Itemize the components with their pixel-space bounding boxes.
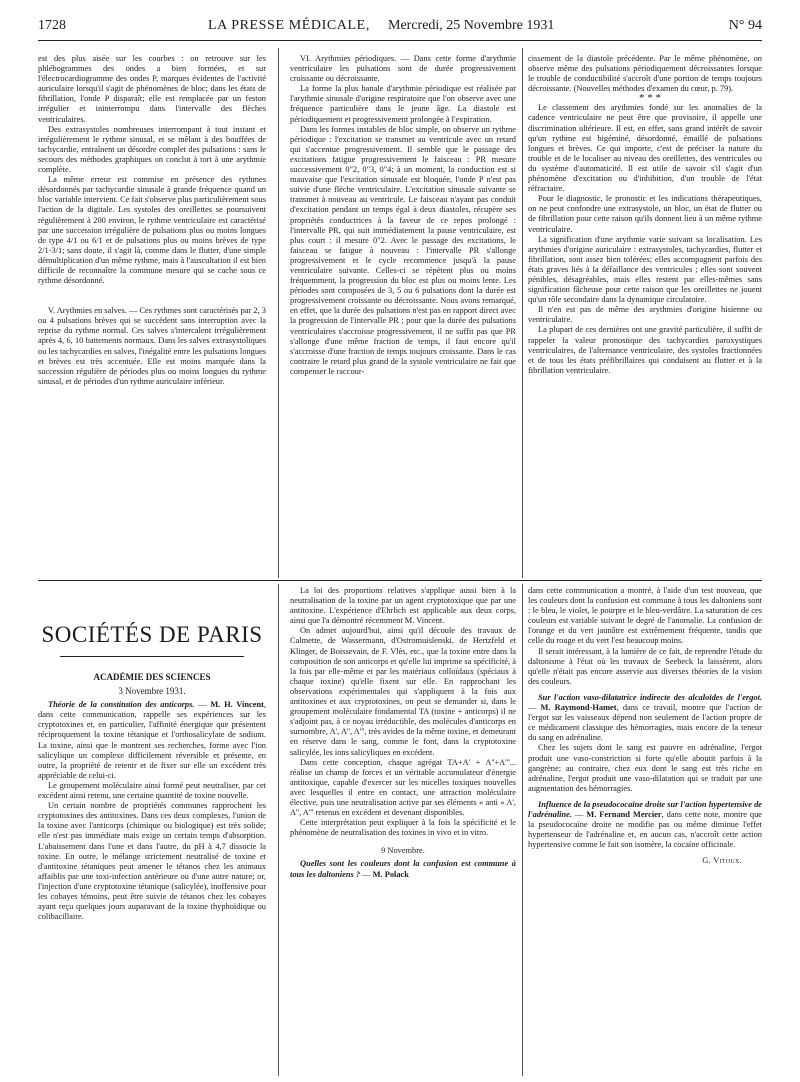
article-author: M. H. Vincent <box>210 700 264 710</box>
society-column-2: La loi des proportions relatives s'applique aussi bien à la neutralisation de la toxine par un agent cryptotoxique que par une antitoxine. L'expérience d'Ehrlich est applicable aux deux corps, ainsi que l'a démontré récemment M. Vincent. On admet aujourd'hui, ainsi qu'il découle des travaux de Calmette, de Wassermann, d'Ostromuislenski, de Hertzfeld et Klinger, de Boissevain, de F. Vlès, etc., que la toxine entre dans la composition de son anticorps et qu'elle lui imprime sa spécificité, à la fois par elle-même et par les matériaux colloïdaux (spéciaux à chaque toxine) qu'elle fixent sur elle. En rapprochant les observations expérimentales qui s'appliquent à la fois aux antitoxines et aux cryptotoxines, on peut se demander si, dans le groupement moléculaire fondamental TA (toxine + anticorps) il ne s'adjoint pas, à ce noyau irréductible, des molécules d'anticorps en surnombre, A', A'', A''', très avides de la même toxine, et demeurant en réserve dans le sang, comme le font, dans la cryptotoxine salicylée, les ions salicyliques en excédent. Dans cette conception, chaque agrégat TA+A' + A''+A'''... réalise un champ de forces et un véritable accumulateur d'énergie antitoxique, capable d'exercer sur les micelles toxiques nouvelles avec lesquelles il entre en contact, une attraction moléculaire élective, puis une neutralisation active par ses éléments « anti » A', A'', A''' retenus en excédent et devenant disponibles. Cette interprétation peut expliquer à la fois la spécificité et le phénomène de neutralisation des toxines in vivo et in vitro. 9 Novembre. Quelles sont les couleurs dont la confusion est commune à tous les daltoniens ? — M. Polack <box>290 586 516 879</box>
article-title: Influence de la pseudococaïne droite sur l'action hypertensive de l'adrénaline. <box>528 799 762 819</box>
paragraph: Un certain nombre de propriétés communes rapprochent les cryptotoxines des antitoxines. Dans ces deux complexes, l'union de la toxine avec l'anticorps (chimique ou biologique) est très solide; elle n'est pas immédiate mais exige un certain temps d'absorption. L'abaissement dans l'une et dans l'autre, du pH à 4,7 dissocie la toxine. En outre, le mélange strictement neutralisé de toxine et d'antitoxine tétaniques peut amener le tétanos chez les animaux affaiblis par une toxi-infection antérieure ou d'une autre nature; or, l'injection d'une cryptotoxine tétanique (salicylée), inoffensive pour les cobayes témoins, peut être suivie de tétanos chez les cobayes ayant reçu quelques jours auparavant de la toxine thyphoïdique ou colibacillaire. <box>38 801 266 922</box>
article-column-1 <box>38 54 266 398</box>
paragraph: dans cette note, montre que la pseudococaïne droite ne modifie pas ou même diminue l'effet hypertenseur de l'adrénaline et, en aucun cas, n'accroît cette action hypertensive comme le fait son isomère, la cocaïne officinale. <box>528 809 762 850</box>
society-column-3: dans cette communication a montré, à l'aide d'un test nouveau, que les couleurs dont la confusion est commune à tous les daltoniens sont : le bleu, le violet, le pourpre et le bleu-verdâtre. La saturation de ces couleurs est variable suivant le degré de l'anomalie. La confusion de l'orange et du vert jaunâtre est extrêmement fréquente, tandis que celle du rouge et du vert l'est beaucoup moins. Il serait intéressant, à la lumière de ce fait, de reprendre l'étude du daltonisme à l'état où les travaux de Seebeck la laissèrent, alors qu'elle n'était pas encore asservie aux diverses théories de la vision des couleurs. Sur l'action vaso-dilatatrice indirecte des alcaloïdes de l'ergot. — M. Raymond-Hamet, dans ce travail, montre que l'action de l'ergot sur les vaisseaux dépend non seulement de l'action propre de ce médicament classique des hémorragies, mais encore de la teneur du sang en adrénaline. Chez les sujets dont le sang est pauvre en adrénaline, l'ergot produit une vaso-constriction si forte qu'elle aboutit parfois à la gangrène; au contraire, chez eux dont le sang est très riche en adrénaline, l'ergot produit une vaso-dilatation qui se traduit par une augmentation des hémorragies. Influence de la pseudococaïne droite sur l'action hypertensive de l'adrénaline. — M. Fernand Mercier, dans cette note, montre que la pseudococaïne droite ne modifie pas ou même diminue l'effet hypertenseur de l'adrénaline et, en aucun cas, n'accroît cette action hypertensive comme le fait son isomère, la cocaïne officinale. G. Vitoux. <box>528 586 762 866</box>
paragraph: Le groupement moléculaire ainsi formé peut neutraliser, par cet excédent ainsi retenu, une certaine quantité de toxine nouvelle. <box>38 780 266 801</box>
paragraph: Pour le diagnostic, le pronostic et les indications thérapeutiques, on ne peut confondre une extrasystole, un bloc, un état de flutter ou de fibrillation pour cette raison qu'ils donnent lieu à un même rythme ventriculaire. <box>528 194 762 234</box>
paragraph: Des extrasystoles nombreuses interrompant à tout instant et irrégulièrement le rythme sinusal, et se mêlant à des bouffées de tachycardie, entraînent un désordre complet des pulsations : sans le secours des méthodes graphiques on conclut à tort à une arythmie complète. <box>38 124 266 175</box>
paragraph: Dans les formes instables de bloc simple, on observe un rythme périodique : l'excitation se transmet au ventricule avec un retard qui s'accentue progressivement. Il semble que le passage des excitations fatigue progressivement le faisceau : PR mesure successivement 0"2, 0"3, 0"4; à un moment, la conduction est si mauvaise que l'excitation sinusale est bloquée, l'onde P n'est pas suivie d'une flèche ventriculaire. L'excitation sinusale suivante se transmet à nouveau au ventricule. Le faisceau n'ayant pas conduit d'excitation pendant un temps égal à deux diastoles, récupère ses propriétés conductrices à la faveur de ce repos prolongé : l'intervalle PR, qui suit immédiatement la pause ventriculaire, est plus court : il mesure 0"2. Avec le passage des excitations, le faisceau se fatigue à nouveau : l'intervalle PR s'allonge progressivement et le cycle recommence jusqu'à la pause ventriculaire suivante. Celles-ci se répètent plus ou moins fréquemment, la progression du bloc est plus ou moins lente. Les périodes sont composées de 3, 5 ou 6 pulsations dont la durée est progressivement croissante ou décroissante. Nous avons remarqué, en effet, que la durée des pulsations n'est pas en rapport direct avec la progression de l'intervalle PR ; pour que la durée des pulsations ventriculaires s'accroisse progressivement, il ne suffit pas que PR s'allonge d'une même fraction de temps, il faut encore qu'il s'accroisse d'une fraction de temps toujours croissante. Dans le cas contraire le retard plus grand de la systole ventriculaire ne fait que compenser le raccour- <box>290 124 516 376</box>
column-rule <box>522 48 523 578</box>
paragraph: dans cette communication a montré, à l'aide d'un test nouveau, que les couleurs dont la confusion est commune à tous les daltoniens sont : le bleu, le violet, le pourpre et le bleu-verdâtre. La saturation de ces couleurs est variable suivant le degré de l'anomalie. La confusion de l'orange et du vert jaunâtre est extrêmement fréquente, tandis que celle du rouge et du vert l'est beaucoup moins. <box>528 586 762 646</box>
paragraph: La plupart de ces dernières ont une gravité particulière, il suffit de rappeler la valeur pronostique des tachycardies paroxystiques ventriculaires, de l'alternance ventriculaire, des systoles fractionnées et de tous les états préfibrillaires qui conduisent au flutter et à la fibrillation ventriculaire. <box>528 325 762 375</box>
column-rule <box>278 48 279 578</box>
paragraph: La loi des proportions relatives s'applique aussi bien à la neutralisation de la toxine par un agent cryptotoxique que par une antitoxine. L'expérience d'Ehrlich est applicable aux deux corps, ainsi que l'a démontré récemment M. Vincent. <box>290 586 516 626</box>
signature: G. Vitoux. <box>702 856 742 866</box>
session-date: 9 Novembre. <box>381 846 425 856</box>
title-rule <box>60 656 244 657</box>
article-author: M. Polack <box>372 869 409 879</box>
paragraph: dans ce travail, montre que l'action de l'ergot sur les vaisseaux dépend non seulement de l'action propre de ce médicament classique des hémorragies, mais encore de la teneur du sang en adrénaline. <box>528 703 762 743</box>
academy-heading: ACADÉMIE DES SCIENCES <box>93 672 211 682</box>
paragraph: La signification d'une arythmie varie suivant sa localisation. Les arythmies d'origine auriculaire : extrasystoles, tachycardies, flutter et fibrillation, sont assez bien tolérées; elles accompagnent parfois des états graves liés à la défaillance des ventricules ; elles sont souvent pénibles, désagréables, mais elles restent par elles-mêmes sans signification fâcheuse pour cette raison que les oreillettes ne jouent qu'un rôle secondaire dans la dynamique circulatoire. <box>528 234 762 305</box>
paragraph: cissement de la diastole précédente. Par le même phénomène, on observe même des pulsations périodiquement décroissantes lorsque le trouble de conductibilité s'accroît d'une portion de temps toujours décroissante. (Nouvelles méthodes d'examen du cœur, p. 79). <box>528 54 762 94</box>
paragraph: On admet aujourd'hui, ainsi qu'il découle des travaux de Calmette, de Wassermann, d'Ostromuislenski, de Hertzfeld et Klinger, de Boissevain, de F. Vlès, etc., que la toxine entre dans la composition de son anticorps et qu'elle lui imprime sa spécificité, à la fois par elle-même et par les matériaux colloïdaux (spéciaux à chaque toxine) qu'elle fixent sur elle. En rapprochant les observations expérimentales qui s'appliquent à la fois aux antitoxines et aux cryptotoxines, on peut se demander si, dans le groupement moléculaire fondamental TA (toxine + anticorps) il ne s'adjoint pas, à ce noyau irréductible, des molécules d'anticorps en surnombre, A', A'', A''', très avides de la même toxine, et demeurant en réserve dans le sang, comme le font, dans la cryptotoxine salicylée, les ions salicyliques en excédent. <box>290 626 516 757</box>
section-title: SOCIÉTÉS DE PARIS <box>41 622 263 647</box>
article-author: M. Raymond-Hamet <box>540 703 617 713</box>
paragraph: VI. Arythmies périodiques. — Dans cette forme d'arythmie ventriculaire les pulsations sont de durée progressivement croissante ou décroissante. <box>290 54 516 84</box>
article-column-2 <box>290 54 516 574</box>
paragraph: dans cette communication, rappelle ses expériences sur les cryptotoxines et, en particulier, l'affinité énergique que présentent réciproquement la toxine tétanique et l'orthosalicylate de sodium. La toxine, ainsi que le montrent ses recherches, forme avec l'ion salicylique un complexe difficilement réversible et présente, en outre, la propriété de retenir et de fixer sur elle un excédent très appréciable de celui-ci. <box>38 710 266 780</box>
paragraph: Il serait intéressant, à la lumière de ce fait, de reprendre l'étude du daltonisme à l'état où les travaux de Seebeck la laissèrent, alors qu'elle n'était pas encore asservie aux diverses théories de la vision des couleurs. <box>528 646 762 686</box>
separator-stars: * * * <box>639 92 661 105</box>
paragraph: Il n'en est pas de même des arythmies d'origine hisienne ou ventriculaire. <box>528 305 762 325</box>
paragraph: Le classement des arythmies fondé sur les anomalies de la cadence ventriculaire ne peut être que provisoire, il appelle une discrimination ultérieure. Il est, en effet, sans grand intérêt de savoir qu'un rythme est bigéminé, désordonné, émaillé de pulsations longues et brèves. Ce qui importe, c'est de préciser la nature du trouble et de le localiser au niveau des oreillettes, des ventricules ou du système d'automaticité. Il est utile de savoir s'il s'agit d'un phénomène d'excitation ou d'inhibition, d'un trouble de l'état réfractaire. <box>528 103 762 194</box>
session-date: 3 Novembre 1931. <box>118 686 186 697</box>
article-author: M. Fernand Mercier <box>586 809 662 819</box>
article-title: Théorie de la constitution des anticorps. <box>48 700 195 710</box>
article-title: Sur l'action vaso-dilatatrice indirecte des alcaloïdes de l'ergot. <box>538 692 762 702</box>
page-number: 1728 <box>38 18 66 33</box>
paragraph: La même erreur est commise en présence des rythmes désordonnés par tachycardie sinusale à grande fréquence quand un bloc variable intervient. Ce fait s'observe plus particulièrement sous l'action de la digitale. Les systoles des oreillettes se poursuivent régulièrement à 200 environ, le rythme ventriculaire est caractérisé par une succession irrégulière de pulsations plus ou moins longues de type 4/1 ou 6/1 et de pulsations plus ou moins brèves de type 2/1-3/1; sans doute, il s'agit là, comme dans le flutter, d'une simple démultiplication d'un même rythme, mais à l'auscultation il est bien difficile de reconnaître la commune mesure qui se cache sous ce rythme désordonné. <box>38 175 266 286</box>
society-column-1: ACADÉMIE DES SCIENCES 3 Novembre 1931. Théorie de la constitution des anticorps. — M. H. Vincent, dans cette communication, rappelle ses expériences sur les cryptotoxines et, en particulier, l'affinité énergique que présentent réciproquement la toxine tétanique et l'orthosalicylate de sodium. La toxine, ainsi que le montrent ses recherches, forme avec l'ion salicylique un complexe difficilement réversible et présente, en outre, la propriété de retenir et de fixer sur elle un excédent très appréciable de celui-ci. Le groupement moléculaire ainsi formé peut neutraliser, par cet excédent ainsi retenu, une certaine quantité de toxine nouvelle. Un certain nombre de propriétés communes rapprochent les cryptotoxines des antitoxines. Dans ces deux complexes, l'union de la toxine avec l'anticorps (chimique ou biologique) est très solide; elle n'est pas immédiate mais exige un certain temps d'absorption. L'abaissement dans l'une et dans l'autre, du pH à 4,7 dissocie la toxine. En outre, le mélange strictement neutralisé de toxine et d'antitoxine tétaniques peut amener le tétanos chez les animaux affaiblis par une toxi-infection antérieure ou d'une autre nature; or, l'injection d'une cryptotoxine tétanique (salicylée), inoffensive pour les cobayes témoins, peut être suivie de tétanos chez les cobayes ayant reçu quelques jours auparavant de la toxine thyphoïdique ou colibacillaire. <box>38 672 266 922</box>
paragraph: V. Arythmies en salves. — Ces rythmes sont caractérisés par 2, 3 ou 4 pulsations brèves qui se succèdent sans interruption avec la reprise du rythme normal. Ces salves s'intercalent irrégulièrement après 4, 6, 10 battements normaux. Dans les salves extrasystoliques ou les tachycardies en salves, l'inégalité entre les pulsations longues et brèves est très accentuée. Elle est moins marquée dans la succession régulière de périodes plus ou moins longues du rythme sinusal, et de périodes d'un rythme auriculaire inférieur. <box>38 306 266 386</box>
paragraph: Chez les sujets dont le sang est pauvre en adrénaline, l'ergot produit une vaso-constriction si forte qu'elle aboutit parfois à la gangrène; au contraire, chez eux dont le sang est très riche en adrénaline, l'ergot produit une vaso-dilatation qui se traduit par une augmentation des hémorragies. <box>528 743 762 793</box>
column-rule <box>278 584 279 1076</box>
issue-number: N° 94 <box>728 18 762 33</box>
paragraph: Cette interprétation peut expliquer à la fois la spécificité et le phénomène de neutralisation des toxines in vivo et in vitro. <box>290 818 516 838</box>
issue-date: Mercredi, 25 Novembre 1931 <box>388 18 555 33</box>
section-divider <box>38 580 762 581</box>
paragraph: est des plus aisée sur les courbes : on retrouve sur les phlébogrammes des ondes a bien formées, et sur l'électrocardiogramme des ondes P, marques évidentes de l'activité auriculaire lorsqu'il s'agit de phénomènes de bloc; dans les états de fibrillation, l'onde P disparaît; elle est remplacée par un feston irrégulier et ininterrompu dans l'intervalle des flèches ventriculaires. <box>38 54 266 124</box>
page-header <box>38 16 762 41</box>
paragraph: Dans cette conception, chaque agrégat TA+A' + A''+A'''... réalise un champ de forces et un véritable accumulateur d'énergie antitoxique, capable d'exercer sur les micelles toxiques nouvelles avec lesquelles il entre en contact, une attraction moléculaire élective, puis une neutralisation active par ses éléments « anti » A', A'', A''' retenus en excédent et devenant disponibles. <box>290 757 516 818</box>
article-title: Quelles sont les couleurs dont la confusion est commune à tous les daltoniens ? <box>290 859 516 879</box>
column-rule <box>522 584 523 1076</box>
journal-title: LA PRESSE MÉDICALE, <box>208 18 370 33</box>
article-column-3 <box>528 54 762 574</box>
paragraph: La forme la plus banale d'arythmie périodique est réalisée par l'arythmie sinusale d'origine respiratoire que l'on observe avec une fréquence particulière dans le jeune âge. La diastole est périodiquement et progressivement prolongée à l'expiration. <box>290 84 516 124</box>
